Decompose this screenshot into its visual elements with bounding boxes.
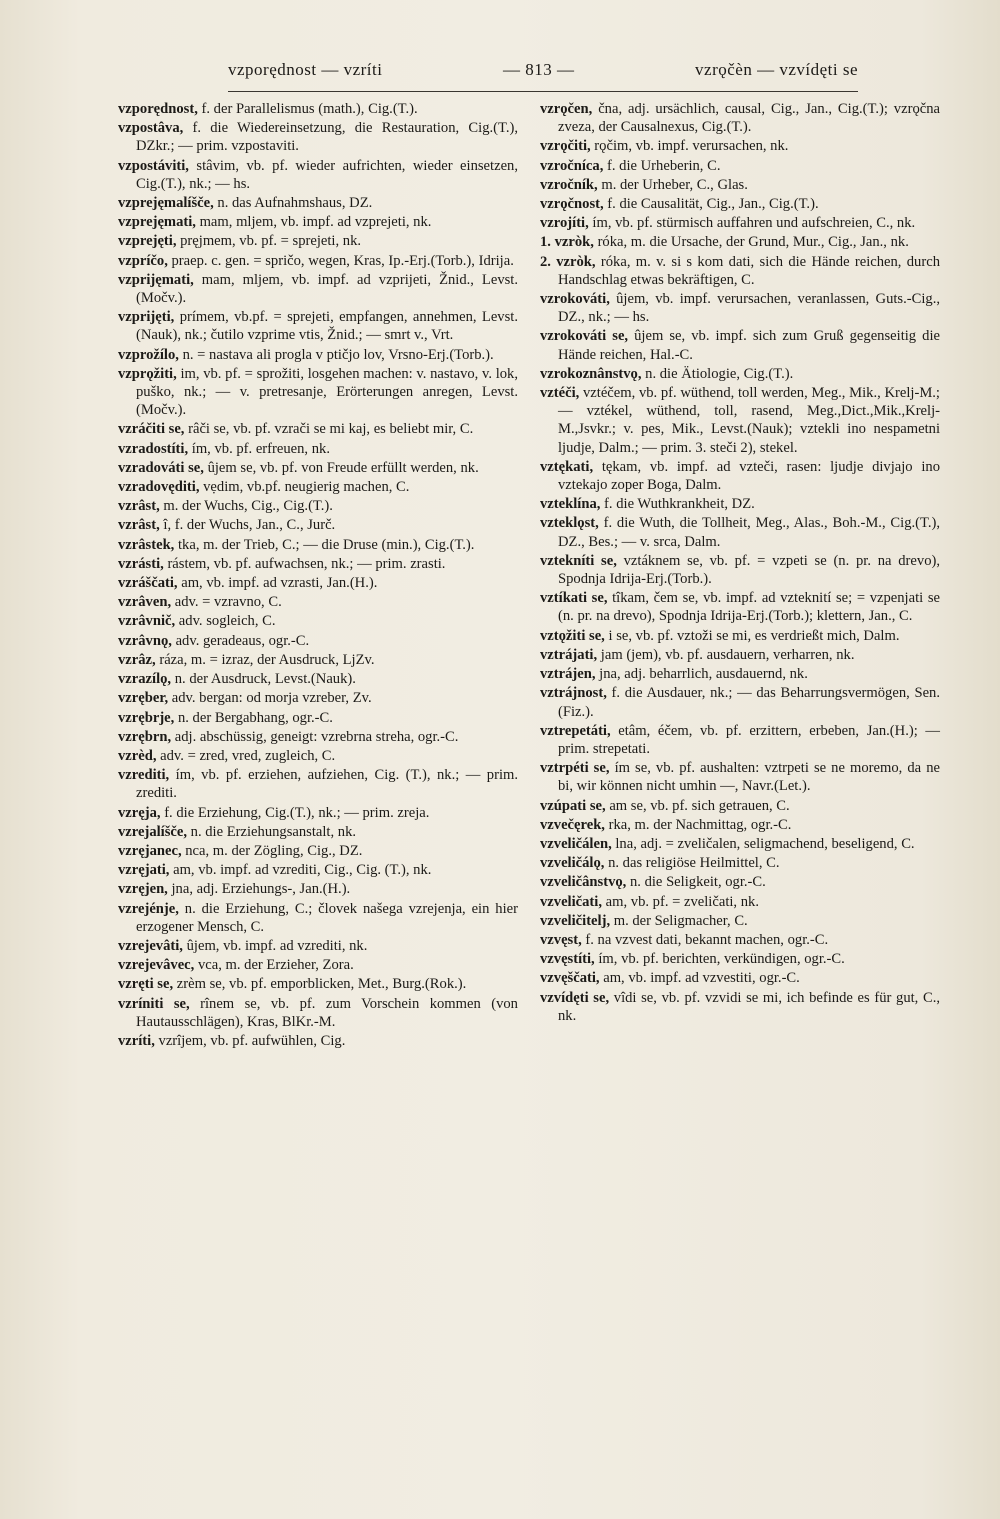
dictionary-entry — [540, 327, 940, 363]
entry-headword: vzprejęmalíšče, — [118, 195, 214, 212]
dictionary-entry — [540, 989, 940, 1025]
entry-definition: n. der Ausdruck, Levst.(Nauk). — [171, 671, 356, 688]
entry-definition: tękam, vb. impf. ad vzteči, rasen: ljudje divjajo ino vztekajo zoper Boga, Dalm. — [558, 458, 940, 494]
dictionary-entry — [118, 194, 518, 212]
entry-definition: vîdi se, vb. pf. vzvidi se mi, ich befinde es für gut, C., nk. — [558, 989, 941, 1024]
entry-headword: vzteklǫst, — [540, 515, 599, 532]
dictionary-entry — [540, 365, 940, 383]
entry-definition: adv. bergan: od morja vzreber, Zv. — [168, 690, 372, 707]
entry-definition: rka, m. der Nachmittag, ogr.-C. — [604, 816, 792, 833]
entry-headword: vzvečęrek, — [540, 816, 605, 833]
entry-headword: vztrájen, — [540, 666, 596, 683]
entry-headword: vzveličálen, — [540, 835, 612, 852]
dictionary-entry — [540, 893, 940, 911]
dictionary-entry — [540, 873, 940, 891]
dictionary-entry — [118, 861, 518, 879]
entry-definition: n. die Ätiologie, Cig.(T.). — [641, 365, 794, 382]
entry-headword: vzprijęmati, — [118, 271, 194, 288]
entry-headword: vzprijęti, — [118, 309, 175, 326]
entry-headword: vzrèd, — [118, 747, 157, 764]
entry-headword: vzręjanec, — [118, 842, 182, 859]
entry-definition: adv. geradeaus, ogr.-C. — [171, 632, 310, 649]
dictionary-entry — [118, 516, 518, 534]
entry-definition: rástem, vb. pf. aufwachsen, nk.; — prim. zrasti. — [163, 555, 446, 572]
entry-headword: vztekníti se, — [540, 552, 617, 569]
entry-definition: ûjem se, vb. impf. sich zum Gruß gegenseitig die Hände reichen, Hal.-C. — [558, 328, 940, 363]
entry-definition: ím, vb. pf. berichten, verkündigen, ogr.-C. — [594, 951, 845, 968]
entry-definition: ûjem se, vb. pf. von Freude erfüllt werden, nk. — [203, 459, 479, 476]
entry-headword: vzrębrn, — [118, 728, 172, 745]
entry-headword: vzręja, — [118, 804, 161, 821]
entry-headword: vzrejevâvec, — [118, 957, 195, 974]
entry-headword: vzpostâva, — [118, 120, 184, 137]
entry-definition: f. der Parallelismus (math.), Cig.(T.). — [197, 101, 418, 117]
entry-definition: pręjmem, vb. pf. = sprejeti, nk. — [176, 233, 362, 250]
dictionary-entry — [118, 440, 518, 458]
dictionary-entry — [540, 100, 940, 136]
entry-definition: adj. abschüssig, geneigt: vzrebrna streha, ogr.-C. — [171, 728, 459, 745]
dictionary-entry — [540, 384, 940, 457]
entry-definition: f. die Wuthkrankheit, DZ. — [600, 496, 755, 513]
entry-definition: m. der Seligmacher, C. — [610, 912, 748, 929]
dictionary-entry — [118, 975, 518, 993]
entry-headword: vzprožílo, — [118, 346, 179, 363]
entry-headword: vztíkati se, — [540, 590, 608, 607]
entry-definition: ûjem, vb. impf. ad vzrediti, nk. — [182, 937, 368, 954]
entry-headword: vzprǫžiti, — [118, 365, 177, 382]
entry-definition: vẹdim, vb.pf. neugierig machen, C. — [199, 479, 410, 496]
dictionary-entry — [540, 684, 940, 720]
entry-definition: râči se, vb. pf. vzrači se mi kaj, es beliebt mir, C. — [184, 421, 474, 438]
entry-definition: prímem, vb.pf. = sprejeti, empfangen, annehmen, Levst.(Nauk), nk.; čutilo vzprime vtis, Žnid.; — smrt v., Vrt. — [136, 309, 518, 344]
dictionary-entry — [540, 931, 940, 949]
entry-headword: vztéči, — [540, 385, 580, 402]
dictionary-entry — [540, 552, 940, 588]
dictionary-entry — [118, 766, 518, 802]
entry-definition: mam, mljem, vb. impf. ad vzprijeti, Žnid., Levst.(Močv.). — [136, 271, 518, 307]
entry-headword: vzprejęmati, — [118, 214, 196, 231]
dictionary-entry — [540, 759, 940, 795]
entry-definition: tka, m. der Trieb, C.; — die Druse (min.), Cig.(T.). — [174, 536, 475, 553]
dictionary-entry — [118, 478, 518, 496]
dictionary-entry — [540, 797, 940, 815]
entry-definition: vztéčem, vb. pf. wüthend, toll werden, Meg., Mik., Krelj-M.; — vztékel, wüthend, toll, rasend, Meg.,Dict.,Mik.,Krelj-M.,Jsvkr.; v. pes, Mik., Levst.(Nauk); vztekli ino nespametni ljudje, Dalm.; — prim. 3. steči 2), stekel. — [558, 385, 940, 456]
dictionary-entry — [118, 804, 518, 822]
dictionary-entry — [118, 536, 518, 554]
entry-definition: î, f. der Wuchs, Jan., C., Jurč. — [159, 517, 336, 534]
entry-headword: vzrásti, — [118, 555, 164, 572]
entry-definition: jna, adj. Erziehungs-, Jan.(H.). — [167, 881, 351, 898]
dictionary-entry — [540, 816, 940, 834]
entry-headword: vzręber, — [118, 690, 169, 707]
entry-definition: nca, m. der Zögling, Cig., DZ. — [181, 842, 363, 859]
dictionary-entry — [540, 912, 940, 930]
entry-headword: vztrájati, — [540, 646, 598, 663]
entry-definition: etâm, éčem, vb. pf. erzittern, erbeben, Jan.(H.); — prim. strepetati. — [558, 722, 940, 757]
entry-headword: vzrǫčiti, — [540, 138, 591, 155]
entry-headword: vzręti se, — [118, 976, 174, 993]
entry-definition: mam, mljem, vb. impf. ad vzprejeti, nk. — [195, 214, 432, 231]
entry-definition: adv. sogleich, C. — [175, 613, 276, 630]
dictionary-entry — [118, 593, 518, 611]
left-column — [118, 100, 518, 1051]
dictionary-entry — [118, 365, 518, 420]
dictionary-entry — [118, 459, 518, 477]
entry-headword: vzrokoznânstvǫ, — [540, 365, 642, 382]
entry-definition: ráza, m. = izraz, der Ausdruck, LjZv. — [155, 651, 375, 668]
entry-definition: n. das Aufnahmshaus, DZ. — [213, 195, 373, 212]
entry-definition: róka, m. die Ursache, der Grund, Mur., Cig., Jan., nk. — [593, 234, 909, 251]
entry-headword: 1. vzròk, — [540, 234, 594, 251]
entry-headword: vzrejénje, — [118, 900, 179, 917]
entry-definition: m. der Wuchs, Cig., Cig.(T.). — [159, 498, 333, 515]
dictionary-entry — [118, 823, 518, 841]
entry-headword: vzrâst, — [118, 498, 160, 515]
entry-headword: vzrejalíšče, — [118, 823, 188, 840]
dictionary-entry — [118, 346, 518, 364]
dictionary-entry — [118, 157, 518, 193]
dictionary-entry — [540, 627, 940, 645]
entry-headword: vzrâven, — [118, 594, 172, 611]
entry-definition: praep. c. gen. = spričo, wegen, Kras, Ip.-Erj.(Torb.), Idrija. — [167, 252, 514, 269]
dictionary-entry — [118, 956, 518, 974]
entry-definition: f. die Wuth, die Tollheit, Meg., Alas., Boh.-M., Cig.(T.), DZ., Bes.; — v. srca, Dalm. — [558, 515, 940, 550]
entry-definition: ím, vb. pf. erziehen, aufziehen, Cig. (T.), nk.; — prim. zrediti. — [136, 767, 518, 802]
dictionary-entry — [540, 137, 940, 155]
entry-definition: n. das religiöse Heilmittel, C. — [604, 855, 780, 872]
entry-headword: vzráčiti se, — [118, 421, 185, 438]
entry-definition: n. die Erziehungsanstalt, nk. — [187, 823, 357, 840]
entry-definition: f. die Causalität, Cig., Jan., Cig.(T.). — [603, 196, 819, 213]
entry-definition: n. = nastava ali progla v ptičjo lov, Vrsno-Erj.(Torb.). — [178, 346, 494, 363]
entry-definition: m. der Urheber, C., Glas. — [597, 176, 748, 193]
entry-definition: n. die Seligkeit, ogr.-C. — [626, 874, 766, 891]
entry-headword: vzvęščati, — [540, 970, 600, 987]
entry-headword: vzrojíti, — [540, 215, 589, 232]
entry-definition: am, vb. pf. = zveličati, nk. — [602, 893, 759, 910]
entry-definition: jam (jem), vb. pf. ausdauern, verharren, nk. — [597, 646, 855, 663]
header-rule — [228, 91, 858, 92]
entry-headword: vzradováti se, — [118, 459, 204, 476]
entry-definition: f. na vzvest dati, bekannt machen, ogr.-C. — [581, 931, 829, 948]
dictionary-entry — [540, 157, 940, 175]
entry-headword: vztękati, — [540, 458, 594, 475]
entry-definition: lna, adj. = zveličalen, seligmachend, beseligend, C. — [611, 835, 915, 852]
entry-definition: vzrîjem, vb. pf. aufwühlen, Cig. — [154, 1032, 346, 1049]
entry-headword: vzrokováti, — [540, 291, 610, 308]
entry-headword: vzrazílǫ, — [118, 671, 172, 688]
dictionary-entry — [118, 880, 518, 898]
page-number: — 813 — — [503, 60, 575, 79]
entry-definition: rînem se, vb. pf. zum Vorschein kommen (von Hautausschlägen), Kras, BlKr.-M. — [136, 995, 518, 1030]
dictionary-entry — [118, 689, 518, 707]
entry-definition: ûjem, vb. impf. verursachen, veranlassen, Guts.-Cig., DZ., nk.; — hs. — [558, 291, 940, 326]
dictionary-entry — [118, 420, 518, 438]
entry-headword: vzrǫčnost, — [540, 196, 604, 213]
dictionary-entry — [118, 119, 518, 155]
dictionary-entry — [540, 950, 940, 968]
entry-definition: f. die Wiedereinsetzung, die Restauration, Cig.(T.), DZkr.; — prim. vzpostaviti. — [136, 120, 518, 155]
running-head — [228, 60, 858, 88]
dictionary-entry — [118, 497, 518, 515]
entry-headword: vztǫžiti se, — [540, 627, 605, 644]
entry-definition: im, vb. pf. = sprožiti, losgehen machen: v. nastavo, v. lok, puško, nk.; — v. pretresanje, Erörterungen anregen, Levst.(Močv.). — [136, 365, 518, 419]
dictionary-entry — [540, 854, 940, 872]
entry-definition: ím se, vb. pf. aushalten: vztrpeti se ne moremo, da ne bi, wir können nicht umhin —, Navr.(Let.). — [558, 760, 940, 795]
dictionary-entry — [118, 747, 518, 765]
entry-definition: am se, vb. pf. sich getrauen, C. — [605, 797, 790, 814]
entry-definition: vztáknem se, vb. pf. = vzpeti se (n. pr. na drevo), Spodnja Idrija-Erj.(Torb.). — [558, 552, 940, 588]
dictionary-entry — [118, 900, 518, 936]
entry-definition: ím, vb. pf. stürmisch auffahren und aufschreien, C., nk. — [588, 215, 916, 232]
entry-headword: vzręjen, — [118, 881, 168, 898]
entry-definition: adv. = zred, vred, zugleich, C. — [156, 747, 336, 764]
entry-definition: f. die Ausdauer, nk.; — das Beharrungsvermögen, Sen.(Fiz.). — [558, 685, 940, 720]
entry-definition: ím, vb. pf. erfreuen, nk. — [188, 440, 330, 457]
dictionary-entry — [540, 589, 940, 625]
entry-headword: vzráščati, — [118, 575, 178, 592]
entry-headword: vzveličitelj, — [540, 912, 611, 929]
dictionary-entry — [540, 835, 940, 853]
entry-definition: tîkam, čem se, vb. impf. ad vzteknití se; = vzpenjati se (n. pr. na drevo), Spodnja Idrija-Erj.(Torb.); klettern, Jan., C. — [558, 590, 940, 625]
dictionary-entry — [118, 232, 518, 250]
entry-definition: am, vb. impf. ad vzrediti, Cig., Cig. (T.), nk. — [169, 862, 432, 879]
entry-definition: adv. = vzravno, C. — [171, 594, 282, 611]
dictionary-entry — [118, 728, 518, 746]
dictionary-entry — [118, 252, 518, 270]
dictionary-entry — [540, 290, 940, 326]
entry-definition: f. die Urheberin, C. — [603, 157, 721, 174]
entry-headword: vzrâvnič, — [118, 613, 176, 630]
dictionary-entry — [118, 555, 518, 573]
dictionary-entry — [118, 1032, 518, 1050]
dictionary-entry — [540, 646, 940, 664]
entry-headword: vzrediti, — [118, 767, 170, 784]
dictionary-entry — [118, 213, 518, 231]
entry-headword: vzporędnost, — [118, 101, 198, 117]
dictionary-entry — [118, 709, 518, 727]
entry-definition: zrèm se, vb. pf. emporblicken, Met., Burg.(Rok.). — [173, 976, 467, 993]
entry-headword: vzrębrje, — [118, 709, 175, 726]
entry-definition: am, vb. impf. ad vzvestiti, ogr.-C. — [599, 970, 800, 987]
dictionary-entry — [540, 458, 940, 494]
entry-definition: n. die Erziehung, C.; človek našega vzrejenja, ein hier erzogener Mensch, C. — [136, 900, 518, 935]
dictionary-entry — [118, 632, 518, 650]
entry-headword: vztrájnost, — [540, 685, 607, 702]
entry-headword: vzúpati se, — [540, 797, 606, 814]
dictionary-entry — [540, 665, 940, 683]
entry-definition: čna, adj. ursächlich, causal, Cig., Jan., Cig.(T.); vzrǫčna zveza, der Causalnexus, Cig.(T.). — [558, 101, 940, 136]
entry-definition: rǫčim, vb. impf. verursachen, nk. — [590, 138, 789, 155]
dictionary-entry — [540, 514, 940, 550]
entry-headword: vzveličálǫ, — [540, 855, 605, 872]
entry-headword: vztrepetáti, — [540, 722, 611, 739]
entry-headword: vzvęst, — [540, 931, 582, 948]
entry-headword: vzpostáviti, — [118, 157, 189, 174]
dictionary-entry — [540, 495, 940, 513]
dictionary-entry — [540, 969, 940, 987]
entry-headword: vzręjati, — [118, 862, 170, 879]
dictionary-entry — [118, 670, 518, 688]
dictionary-entry — [540, 176, 940, 194]
entry-definition: vca, m. der Erzieher, Zora. — [194, 957, 354, 974]
entry-headword: vzprejęti, — [118, 233, 177, 250]
dictionary-entry — [118, 271, 518, 307]
entry-definition: f. die Erziehung, Cig.(T.), nk.; — prim. zreja. — [160, 804, 430, 821]
entry-headword: vzradostíti, — [118, 440, 189, 457]
entry-headword: vzročník, — [540, 176, 598, 193]
entry-headword: vzrâstek, — [118, 536, 175, 553]
dictionary-entry — [118, 651, 518, 669]
running-head-right: vzrǫčèn — vzvídęti se — [695, 60, 858, 79]
dictionary-entry — [118, 995, 518, 1031]
dictionary-entry — [118, 937, 518, 955]
dictionary-entry — [540, 195, 940, 213]
entry-headword: 2. vzròk, — [540, 253, 596, 270]
right-column — [540, 100, 940, 1026]
dictionary-entry — [540, 233, 940, 251]
entry-headword: vztrpéti se, — [540, 760, 610, 777]
dictionary-entry — [118, 100, 518, 118]
entry-headword: vzvęstíti, — [540, 951, 595, 968]
entry-definition: jna, adj. beharrlich, ausdauernd, nk. — [595, 666, 808, 683]
entry-definition: i se, vb. pf. vztoži se mi, es verdrießt mich, Dalm. — [604, 627, 900, 644]
entry-headword: vzrâz, — [118, 651, 156, 668]
entry-definition: róka, m. v. si s kom dati, sich die Hände reichen, durch Handschlag etwas bekräftigen, C. — [558, 253, 940, 288]
dictionary-entry — [540, 253, 940, 289]
entry-definition: am, vb. impf. ad vzrasti, Jan.(H.). — [177, 575, 378, 592]
dictionary-entry — [118, 842, 518, 860]
entry-headword: vzrejevâti, — [118, 937, 183, 954]
entry-headword: vzročníca, — [540, 157, 604, 174]
entry-headword: vzradovęditi, — [118, 479, 200, 496]
entry-headword: vzveličati, — [540, 893, 602, 910]
entry-headword: vzrokováti se, — [540, 328, 629, 345]
entry-headword: vzrâst, — [118, 517, 160, 534]
entry-definition: n. der Bergabhang, ogr.-C. — [174, 709, 333, 726]
entry-definition: stâvim, vb. pf. wieder aufrichten, wieder einsetzen, Cig.(T.), nk.; — hs. — [136, 157, 518, 192]
entry-headword: vzríniti se, — [118, 995, 190, 1012]
dictionary-entry — [118, 574, 518, 592]
entry-headword: vzteklína, — [540, 496, 601, 513]
entry-headword: vzrǫčen, — [540, 101, 593, 117]
dictionary-entry — [118, 612, 518, 630]
dictionary-entry — [540, 722, 940, 758]
entry-headword: vzríti, — [118, 1032, 155, 1049]
entry-headword: vzpríčo, — [118, 252, 168, 269]
entry-headword: vzveličânstvǫ, — [540, 874, 627, 891]
entry-headword: vzrâvnǫ, — [118, 632, 172, 649]
running-head-left: vzporędnost — vzríti — [228, 60, 383, 79]
dictionary-entry — [540, 214, 940, 232]
entry-headword: vzvídęti se, — [540, 989, 610, 1006]
dictionary-entry — [118, 308, 518, 344]
